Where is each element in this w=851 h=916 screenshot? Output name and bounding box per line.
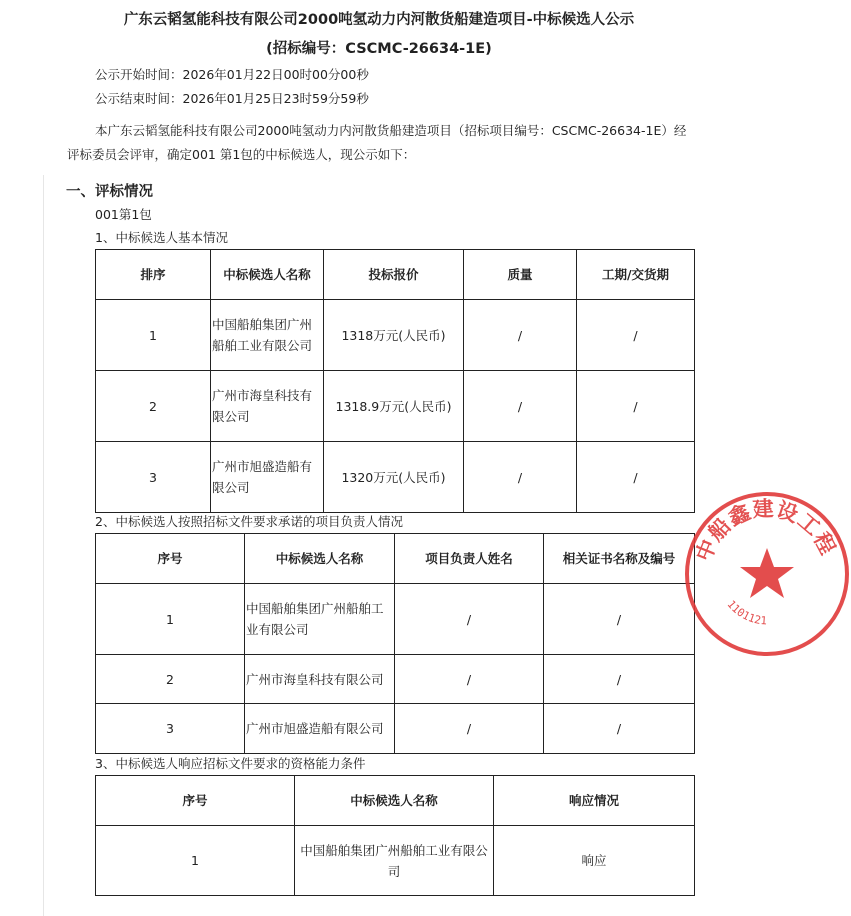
section-title: 一、评标情况: [66, 184, 153, 200]
header-response: 响应情况: [494, 776, 695, 826]
header-serial-number: 序号: [96, 534, 245, 584]
svg-text:1101121: [724, 598, 767, 628]
intro-paragraph: 本广东云韬氢能科技有限公司2000吨氢动力内河散货船建造项目（招标项目编号：CSCMC-26634-1E）经评标委员会评审，确定001 第1包的中标候选人，现公示如下：: [67, 123, 687, 162]
rank-cell: 3: [96, 442, 211, 513]
certificate-cell: /: [544, 584, 695, 655]
manager-name-cell: /: [395, 584, 544, 655]
table-row: [96, 704, 695, 754]
page-title: 广东云韬氢能科技有限公司2000吨氢动力内河散货船建造项目-中标候选人公示: [123, 12, 635, 28]
manager-name-cell: /: [395, 704, 544, 754]
header-candidate-name: 中标候选人名称: [211, 250, 324, 300]
table2-caption: 2、中标候选人按照招标文件要求承诺的项目负责人情况: [95, 514, 403, 529]
table-header-row: [96, 534, 695, 584]
table-row: [96, 584, 695, 655]
header-certificate: 相关证书名称及编号: [544, 534, 695, 584]
quality-cell: /: [464, 371, 577, 442]
candidate-name-cell: 广州市海皇科技有限公司: [245, 655, 395, 704]
tender-number: (招标编号：CSCMC-26634-1E): [266, 41, 492, 57]
table1-caption: 1、中标候选人基本情况: [95, 230, 228, 245]
header-quality: 质量: [464, 250, 577, 300]
publicity-start-time: 公示开始时间：2026年01月22日00时00分00秒: [95, 67, 369, 82]
candidate-basic-table: [95, 249, 695, 513]
header-bid-price: 投标报价: [324, 250, 464, 300]
rank-cell: 2: [96, 371, 211, 442]
official-seal: [683, 490, 851, 658]
candidate-name-cell: 广州市旭盛造船有限公司: [245, 704, 395, 754]
table3-caption: 3、中标候选人响应招标文件要求的资格能力条件: [95, 756, 366, 771]
bid-price-cell: 1318.9万元(人民币): [324, 371, 464, 442]
quality-cell: /: [464, 442, 577, 513]
serial-cell: 1: [96, 584, 245, 655]
table-row: [96, 300, 695, 371]
bid-price-cell: 1320万元(人民币): [324, 442, 464, 513]
serial-cell: 2: [96, 655, 245, 704]
header-rank: 排序: [96, 250, 211, 300]
header-delivery-period: 工期/交货期: [577, 250, 695, 300]
candidate-name-cell: 广州市旭盛造船有限公司: [211, 442, 324, 513]
candidate-name-cell: 中国船舶集团广州船舶工业有限公司: [295, 826, 494, 896]
table-header-row: [96, 250, 695, 300]
left-guide-line: [43, 175, 44, 916]
delivery-cell: /: [577, 371, 695, 442]
response-cell: 响应: [494, 826, 695, 896]
rank-cell: 1: [96, 300, 211, 371]
manager-name-cell: /: [395, 655, 544, 704]
table-header-row: [96, 776, 695, 826]
seal-star-icon: [740, 548, 794, 598]
header-manager-name: 项目负责人姓名: [395, 534, 544, 584]
table-row: [96, 826, 695, 896]
package-label: 001第1包: [95, 207, 152, 222]
delivery-cell: /: [577, 442, 695, 513]
bid-price-cell: 1318万元(人民币): [324, 300, 464, 371]
certificate-cell: /: [544, 704, 695, 754]
publicity-end-time: 公示结束时间：2026年01月25日23时59分59秒: [95, 91, 369, 106]
quality-cell: /: [464, 300, 577, 371]
table-row: [96, 655, 695, 704]
certificate-cell: /: [544, 655, 695, 704]
project-manager-table: [95, 533, 695, 754]
candidate-name-cell: 中国船舶集团广州船舶工业有限公司: [245, 584, 395, 655]
seal-text: 中船鑫建设工程: [691, 496, 841, 565]
candidate-name-cell: 广州市海皇科技有限公司: [211, 371, 324, 442]
qualification-table: [95, 775, 695, 896]
header-candidate-name: 中标候选人名称: [245, 534, 395, 584]
serial-cell: 1: [96, 826, 295, 896]
header-serial-number: 序号: [96, 776, 295, 826]
table-row: [96, 371, 695, 442]
seal-number: 1101121: [724, 597, 768, 628]
header-candidate-name: 中标候选人名称: [295, 776, 494, 826]
delivery-cell: /: [577, 300, 695, 371]
candidate-name-cell: 中国船舶集团广州船舶工业有限公司: [211, 300, 324, 371]
serial-cell: 3: [96, 704, 245, 754]
table-row: [96, 442, 695, 513]
